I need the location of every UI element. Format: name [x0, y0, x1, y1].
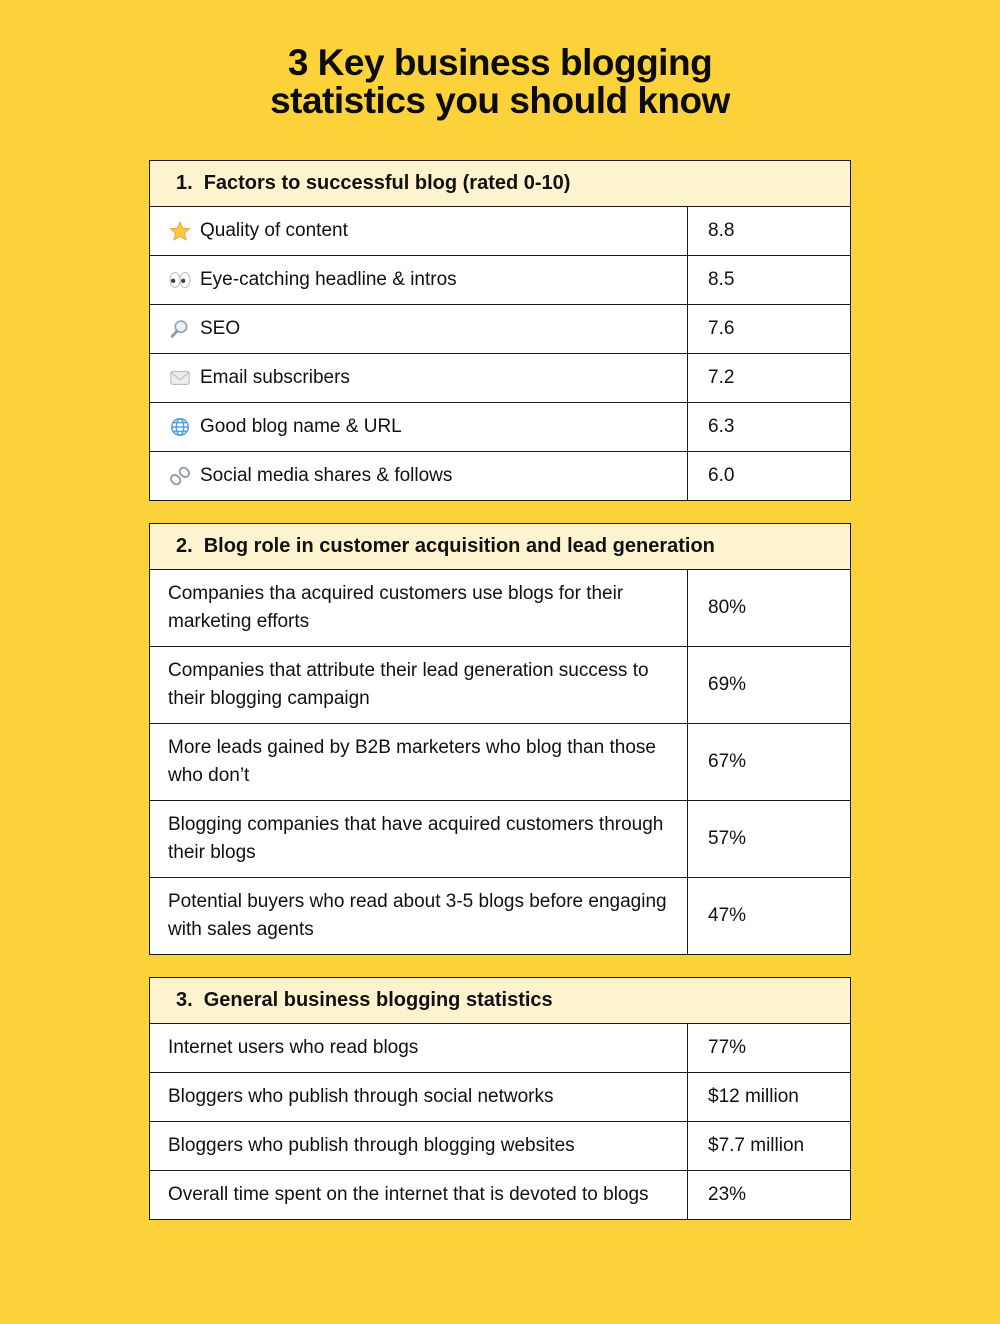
row-value: 7.6 [687, 305, 850, 353]
globe-icon [168, 415, 192, 439]
row-label [150, 570, 687, 646]
table-row [150, 646, 850, 723]
table-row [150, 206, 850, 255]
row-value: 6.3 [687, 403, 850, 451]
table-row [150, 1072, 850, 1121]
row-value: $12 million [687, 1073, 850, 1121]
row-value: 67% [687, 724, 850, 800]
row-value: 7.2 [687, 354, 850, 402]
row-label-text: Blogging companies that have acquired customers through their blogs [168, 814, 664, 863]
row-label [150, 207, 687, 255]
row-label-text: Companies tha acquired customers use blogs for their marketing efforts [168, 583, 624, 632]
row-label-text: More leads gained by B2B marketers who blog than those who don’t [168, 737, 656, 786]
table-row [150, 877, 850, 954]
row-label-text: Internet users who read blogs [168, 1037, 419, 1058]
table-row [150, 304, 850, 353]
row-label-text: Bloggers who publish through blogging websites [168, 1135, 575, 1156]
row-label [150, 1122, 687, 1170]
row-label [150, 647, 687, 723]
row-label-text: Quality of content [200, 220, 348, 241]
table-row [150, 451, 850, 500]
eyes-icon [168, 268, 192, 292]
table-row [150, 569, 850, 646]
row-value: 57% [687, 801, 850, 877]
table-blog-role [149, 523, 851, 955]
table-blog-role-header [150, 524, 850, 569]
table-blog-role-number: 2. [176, 535, 193, 557]
row-label-text: Potential buyers who read about 3-5 blogs before engaging with sales agents [168, 891, 667, 940]
row-value: 47% [687, 878, 850, 954]
row-label-text: Eye-catching headline & intros [200, 269, 457, 290]
table-general-stats-title: General business blogging statistics [203, 989, 553, 1011]
row-label [150, 1171, 687, 1219]
row-value: 6.0 [687, 452, 850, 500]
row-value: 69% [687, 647, 850, 723]
table-row [150, 402, 850, 451]
row-label [150, 403, 687, 451]
table-blog-role-title: Blog role in customer acquisition and lead generation [203, 535, 715, 557]
title-line-1: 3 Key business blogging [287, 42, 713, 83]
title-line-2: statistics you should know [270, 80, 730, 121]
row-label [150, 354, 687, 402]
row-label [150, 878, 687, 954]
table-general-stats-header [150, 978, 850, 1023]
table-row [150, 723, 850, 800]
row-label [150, 1073, 687, 1121]
table-row [150, 800, 850, 877]
table-factors [149, 160, 851, 501]
row-value: 77% [687, 1024, 850, 1072]
table-factors-number: 1. [176, 172, 193, 194]
table-row [150, 1023, 850, 1072]
row-label [150, 1024, 687, 1072]
row-label-text: SEO [200, 318, 241, 339]
table-row [150, 1170, 850, 1219]
magnifier-icon [168, 317, 192, 341]
page-title [0, 44, 1000, 120]
link-icon [168, 464, 192, 488]
row-label [150, 801, 687, 877]
table-row [150, 255, 850, 304]
row-value: 23% [687, 1171, 850, 1219]
row-label [150, 452, 687, 500]
row-value: 8.8 [687, 207, 850, 255]
table-factors-header [150, 161, 850, 206]
table-factors-title: Factors to successful blog (rated 0-10) [203, 172, 571, 194]
row-label-text: Overall time spent on the internet that is devoted to blogs [168, 1184, 649, 1205]
row-label-text: Companies that attribute their lead generation success to their blogging campaign [168, 660, 649, 709]
row-label-text: Social media shares & follows [200, 465, 453, 486]
star-icon [168, 219, 192, 243]
row-label [150, 305, 687, 353]
row-label-text: Bloggers who publish through social networks [168, 1086, 554, 1107]
row-value: 8.5 [687, 256, 850, 304]
row-label-text: Good blog name & URL [200, 416, 402, 437]
row-label [150, 724, 687, 800]
table-row [150, 1121, 850, 1170]
envelope-icon [168, 366, 192, 390]
row-label-text: Email subscribers [200, 367, 350, 388]
table-general-stats-number: 3. [176, 989, 193, 1011]
table-row [150, 353, 850, 402]
table-general-stats [149, 977, 851, 1220]
row-label [150, 256, 687, 304]
row-value: 80% [687, 570, 850, 646]
row-value: $7.7 million [687, 1122, 850, 1170]
